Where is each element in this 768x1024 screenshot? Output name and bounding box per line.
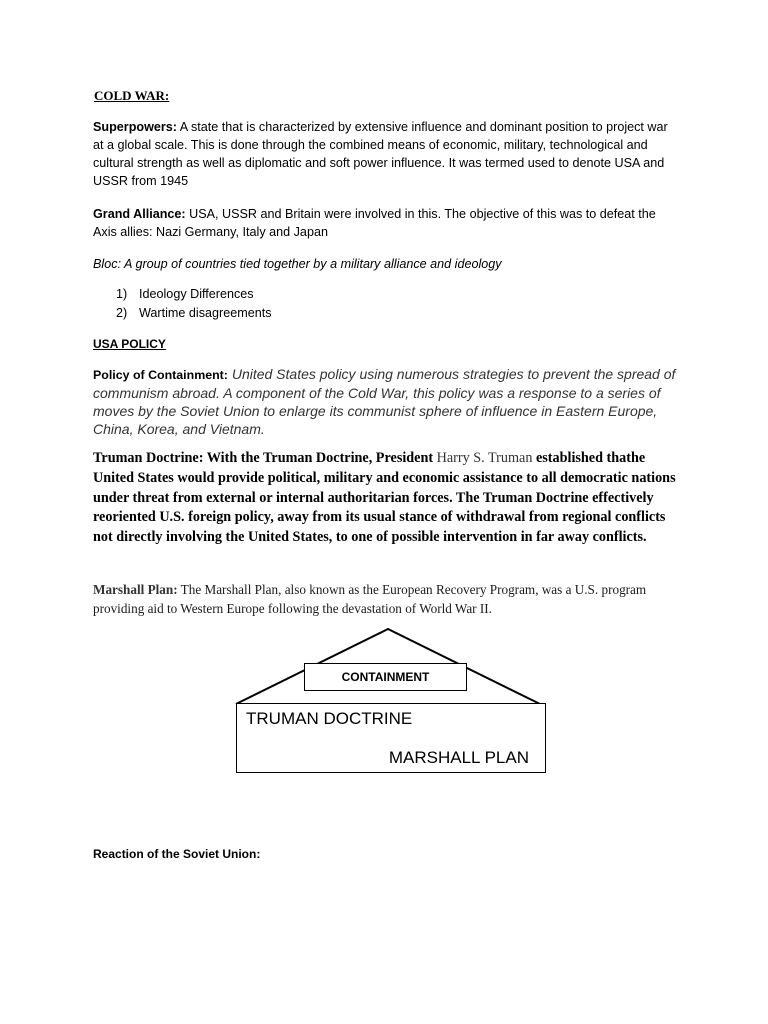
marshall-text: The Marshall Plan, also known as the European Recovery Program, was a U.S. program providing aid to Western Europe following the devastation of World War II. bbox=[93, 582, 647, 616]
containment-diagram bbox=[230, 625, 550, 785]
superpowers-paragraph bbox=[93, 118, 678, 190]
usa-policy-heading: USA POLICY bbox=[93, 337, 166, 351]
base-box bbox=[236, 703, 546, 773]
truman-text-1: Truman Doctrine: With the Truman Doctrine, President bbox=[93, 450, 437, 466]
list-number: 1) bbox=[116, 287, 128, 301]
containment-paragraph bbox=[93, 365, 683, 438]
base-left-label: TRUMAN DOCTRINE bbox=[246, 709, 413, 728]
list-label: Ideology Differences bbox=[139, 287, 254, 301]
truman-paragraph bbox=[93, 449, 683, 548]
marshall-paragraph bbox=[93, 580, 683, 618]
list-label: Wartime disagreements bbox=[139, 306, 272, 320]
truman-name: Harry S. Truman bbox=[436, 450, 533, 466]
superpowers-text: A state that is characterized by extensive influence and dominant position to project war at a global scale. This is done through the combined means of economic, military, technological and cultural strength as well as diplomatic and soft power influence. It was termed used to denote USA and USSR from 1945 bbox=[93, 120, 668, 188]
containment-box bbox=[304, 663, 467, 691]
superpowers-term: Superpowers: bbox=[93, 120, 177, 134]
reaction-heading: Reaction of the Soviet Union: bbox=[93, 847, 261, 861]
marshall-term: Marshall Plan: bbox=[93, 582, 178, 597]
truman-text-2: established thathe United States would provide political, military and economic assistance to all democratic nations under threat from external or internal authoritarian forces. The Truman Doctrine effectively reoriented U.S. foreign policy, away from its usual stance of withdrawal from regional conflicts not directly involving the United States, to one of possible intervention in far away conflicts. bbox=[93, 450, 676, 546]
list-item bbox=[116, 304, 272, 323]
bloc-definition: Bloc: A group of countries tied together by a military alliance and ideology bbox=[93, 257, 502, 271]
containment-label: CONTAINMENT bbox=[341, 670, 430, 684]
base-right-label: MARSHALL PLAN bbox=[388, 748, 529, 767]
reasons-list bbox=[116, 285, 272, 323]
containment-term: Policy of Containment: bbox=[93, 368, 228, 382]
grand-alliance-text: USA, USSR and Britain were involved in this. The objective of this was to defeat the Axis allies: Nazi Germany, Italy and Japan bbox=[93, 207, 656, 239]
list-item bbox=[116, 285, 272, 304]
grand-alliance-term: Grand Alliance: bbox=[93, 207, 186, 221]
page-title: COLD WAR: bbox=[94, 88, 170, 103]
list-number: 2) bbox=[116, 306, 128, 320]
containment-text: United States policy using numerous strategies to prevent the spread of communism abroad. A component of the Cold War, this policy was a response to a series of moves by the Soviet Union to enlarge its communist sphere of influence in Eastern Europe, China, Korea, and Vietnam. bbox=[93, 366, 676, 437]
grand-alliance-paragraph bbox=[93, 205, 678, 241]
